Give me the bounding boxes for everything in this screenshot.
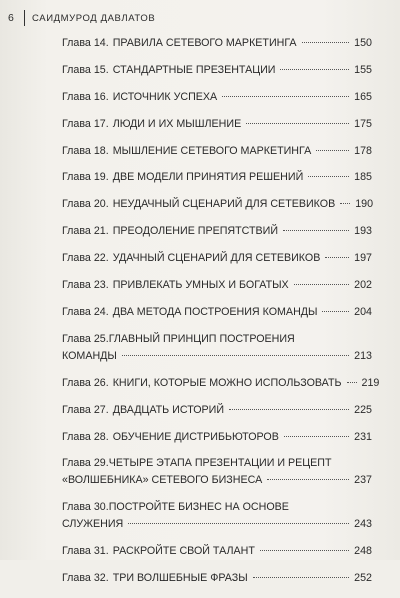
dot-leader [308, 176, 349, 177]
chapter-title-continued: СЛУЖЕНИЯ [62, 518, 124, 531]
chapter-number: Глава 19. [62, 171, 109, 184]
dot-leader [322, 311, 349, 312]
chapter-title: МЫШЛЕНИЕ СЕТЕВОГО МАРКЕТИНГА [112, 144, 312, 157]
header-divider [24, 10, 25, 26]
chapter-number: Глава 28. [62, 430, 109, 443]
toc-entry [62, 376, 380, 391]
toc-entry [62, 430, 372, 445]
chapter-number: Глава 30. [62, 501, 109, 514]
chapter-title: ДВЕ МОДЕЛИ ПРИНЯТИЯ РЕШЕНИЙ [112, 171, 304, 184]
toc-entry [62, 36, 372, 51]
page-reference: 225 [354, 403, 372, 416]
toc-entry [62, 90, 372, 105]
toc-entry-label [62, 430, 279, 445]
dot-leader [347, 382, 357, 383]
toc-entry-label [62, 571, 248, 586]
toc-entry [62, 403, 372, 418]
toc-entry-label [62, 224, 278, 239]
chapter-number: Глава 17. [62, 117, 109, 130]
page-reference: 185 [354, 171, 372, 184]
toc-entry [62, 544, 372, 559]
chapter-title: ТРИ ВОЛШЕБНЫЕ ФРАЗЫ [112, 572, 248, 585]
toc-entry [62, 197, 372, 212]
toc-entry [62, 456, 372, 488]
toc-entry-first-line [62, 456, 372, 471]
toc-entry-second-line [62, 473, 372, 488]
toc-entry-label [62, 278, 289, 293]
dot-leader [128, 523, 349, 524]
toc-entry [62, 571, 372, 586]
toc-entry-label [62, 544, 255, 559]
page-reference: 150 [354, 37, 372, 49]
chapter-title: ПРАВИЛА СЕТЕВОГО МАРКЕТИНГА [112, 37, 297, 49]
toc-entry [62, 305, 372, 320]
toc-entry-label [62, 403, 224, 418]
chapter-title: ОБУЧЕНИЕ ДИСТРИБЬЮТОРОВ [112, 430, 279, 443]
dot-leader [283, 230, 349, 231]
toc-entry [62, 63, 372, 78]
page-reference: 155 [354, 63, 372, 76]
chapter-title: РАСКРОЙТЕ СВОЙ ТАЛАНТ [112, 545, 255, 558]
dot-leader [122, 355, 349, 356]
chapter-number: Глава 14. [62, 37, 109, 49]
chapter-number: Глава 27. [62, 403, 109, 416]
chapter-title: ИСТОЧНИК УСПЕХА [112, 90, 218, 103]
table-of-contents [62, 36, 380, 598]
toc-entry-label [62, 305, 317, 320]
chapter-title: УДАЧНЫЙ СЦЕНАРИЙ ДЛЯ СЕТЕВИКОВ [112, 252, 321, 265]
page-reference: 237 [354, 474, 372, 487]
chapter-number: Глава 26. [62, 376, 109, 389]
chapter-title: КНИГИ, КОТОРЫЕ МОЖНО ИСПОЛЬЗОВАТЬ [112, 376, 342, 389]
toc-entry [62, 251, 372, 266]
dot-leader [325, 257, 349, 258]
chapter-number: Глава 24. [62, 305, 109, 318]
page-reference: 202 [354, 279, 372, 292]
page-number: 6 [8, 12, 15, 24]
chapter-title-continued: «ВОЛШЕБНИКА» СЕТЕВОГО БИЗНЕСА [62, 474, 263, 487]
toc-entry-label [62, 170, 303, 185]
page-reference: 193 [354, 225, 372, 238]
dot-leader [316, 150, 349, 151]
toc-entry [62, 144, 372, 159]
toc-entry-first-line [62, 500, 372, 515]
chapter-number: Глава 15. [62, 63, 109, 76]
chapter-number: Глава 18. [62, 144, 109, 157]
chapter-title: ГЛАВНЫЙ ПРИНЦИП ПОСТРОЕНИЯ [108, 332, 295, 345]
dot-leader [260, 550, 349, 551]
dot-leader [229, 409, 349, 410]
chapter-number: Глава 21. [62, 225, 109, 238]
dot-leader [302, 42, 350, 43]
chapter-title: ЧЕТЫРЕ ЭТАПА ПРЕЗЕНТАЦИИ И РЕЦЕПТ [108, 457, 332, 470]
chapter-number: Глава 23. [62, 279, 109, 292]
chapter-title: ЛЮДИ И ИХ МЫШЛЕНИЕ [112, 117, 242, 130]
dot-leader [340, 203, 350, 204]
chapter-title: ПРЕОДОЛЕНИЕ ПРЕПЯТСТВИЙ [112, 225, 279, 238]
dot-leader [253, 577, 349, 578]
chapter-number: Глава 16. [62, 90, 109, 103]
page-reference: 248 [354, 545, 372, 558]
page-reference: 252 [354, 572, 372, 585]
toc-entry-label [62, 197, 335, 212]
chapter-title: ДВА МЕТОДА ПОСТРОЕНИЯ КОМАНДЫ [112, 305, 318, 318]
page-header [8, 11, 155, 25]
page-reference: 219 [361, 376, 380, 389]
page-reference: 165 [354, 90, 372, 103]
chapter-title-continued: КОМАНДЫ [62, 349, 117, 362]
chapter-number: Глава 22. [62, 252, 109, 265]
toc-entry-first-line [62, 332, 372, 347]
dot-leader [267, 479, 349, 480]
chapter-title: ПРИВЛЕКАТЬ УМНЫХ И БОГАТЫХ [112, 279, 289, 292]
running-title: САИДМУРОД ДАВЛАТОВ [32, 12, 156, 24]
toc-entry-label [62, 117, 241, 132]
dot-leader [222, 96, 349, 97]
chapter-number: Глава 32. [62, 572, 109, 585]
toc-entry-second-line [62, 349, 372, 364]
toc-entry-label [62, 36, 297, 51]
chapter-title: НЕУДАЧНЫЙ СЦЕНАРИЙ ДЛЯ СЕТЕВИКОВ [112, 198, 336, 211]
page-reference: 213 [354, 349, 372, 362]
chapter-title: СТАНДАРТНЫЕ ПРЕЗЕНТАЦИИ [112, 63, 276, 76]
toc-entry-label [62, 90, 217, 105]
toc-entry-label [62, 251, 320, 266]
toc-entry [62, 278, 372, 293]
page-reference: 190 [355, 198, 374, 211]
page-reference: 231 [354, 430, 372, 443]
toc-entry [62, 500, 372, 532]
toc-entry-label [62, 376, 342, 391]
toc-entry [62, 224, 372, 239]
dot-leader [280, 69, 349, 70]
page-reference: 178 [354, 144, 372, 157]
toc-entry [62, 117, 372, 132]
toc-entry-label [62, 63, 275, 78]
chapter-number: Глава 25. [62, 332, 109, 345]
dot-leader [284, 436, 349, 437]
page-reference: 243 [354, 518, 372, 531]
toc-entry-second-line [62, 517, 372, 532]
toc-entry-label [62, 144, 311, 159]
toc-entry [62, 170, 372, 185]
page-reference: 197 [354, 252, 372, 265]
chapter-title: ПОСТРОЙТЕ БИЗНЕС НА ОСНОВЕ [108, 501, 289, 514]
chapter-number: Глава 20. [62, 198, 109, 211]
page-reference: 204 [354, 305, 372, 318]
dot-leader [246, 123, 349, 124]
chapter-title: ДВАДЦАТЬ ИСТОРИЙ [112, 403, 225, 416]
dot-leader [294, 284, 349, 285]
chapter-number: Глава 31. [62, 545, 109, 558]
toc-entry [62, 332, 372, 364]
page-reference: 175 [354, 117, 372, 130]
chapter-number: Глава 29. [62, 457, 109, 470]
